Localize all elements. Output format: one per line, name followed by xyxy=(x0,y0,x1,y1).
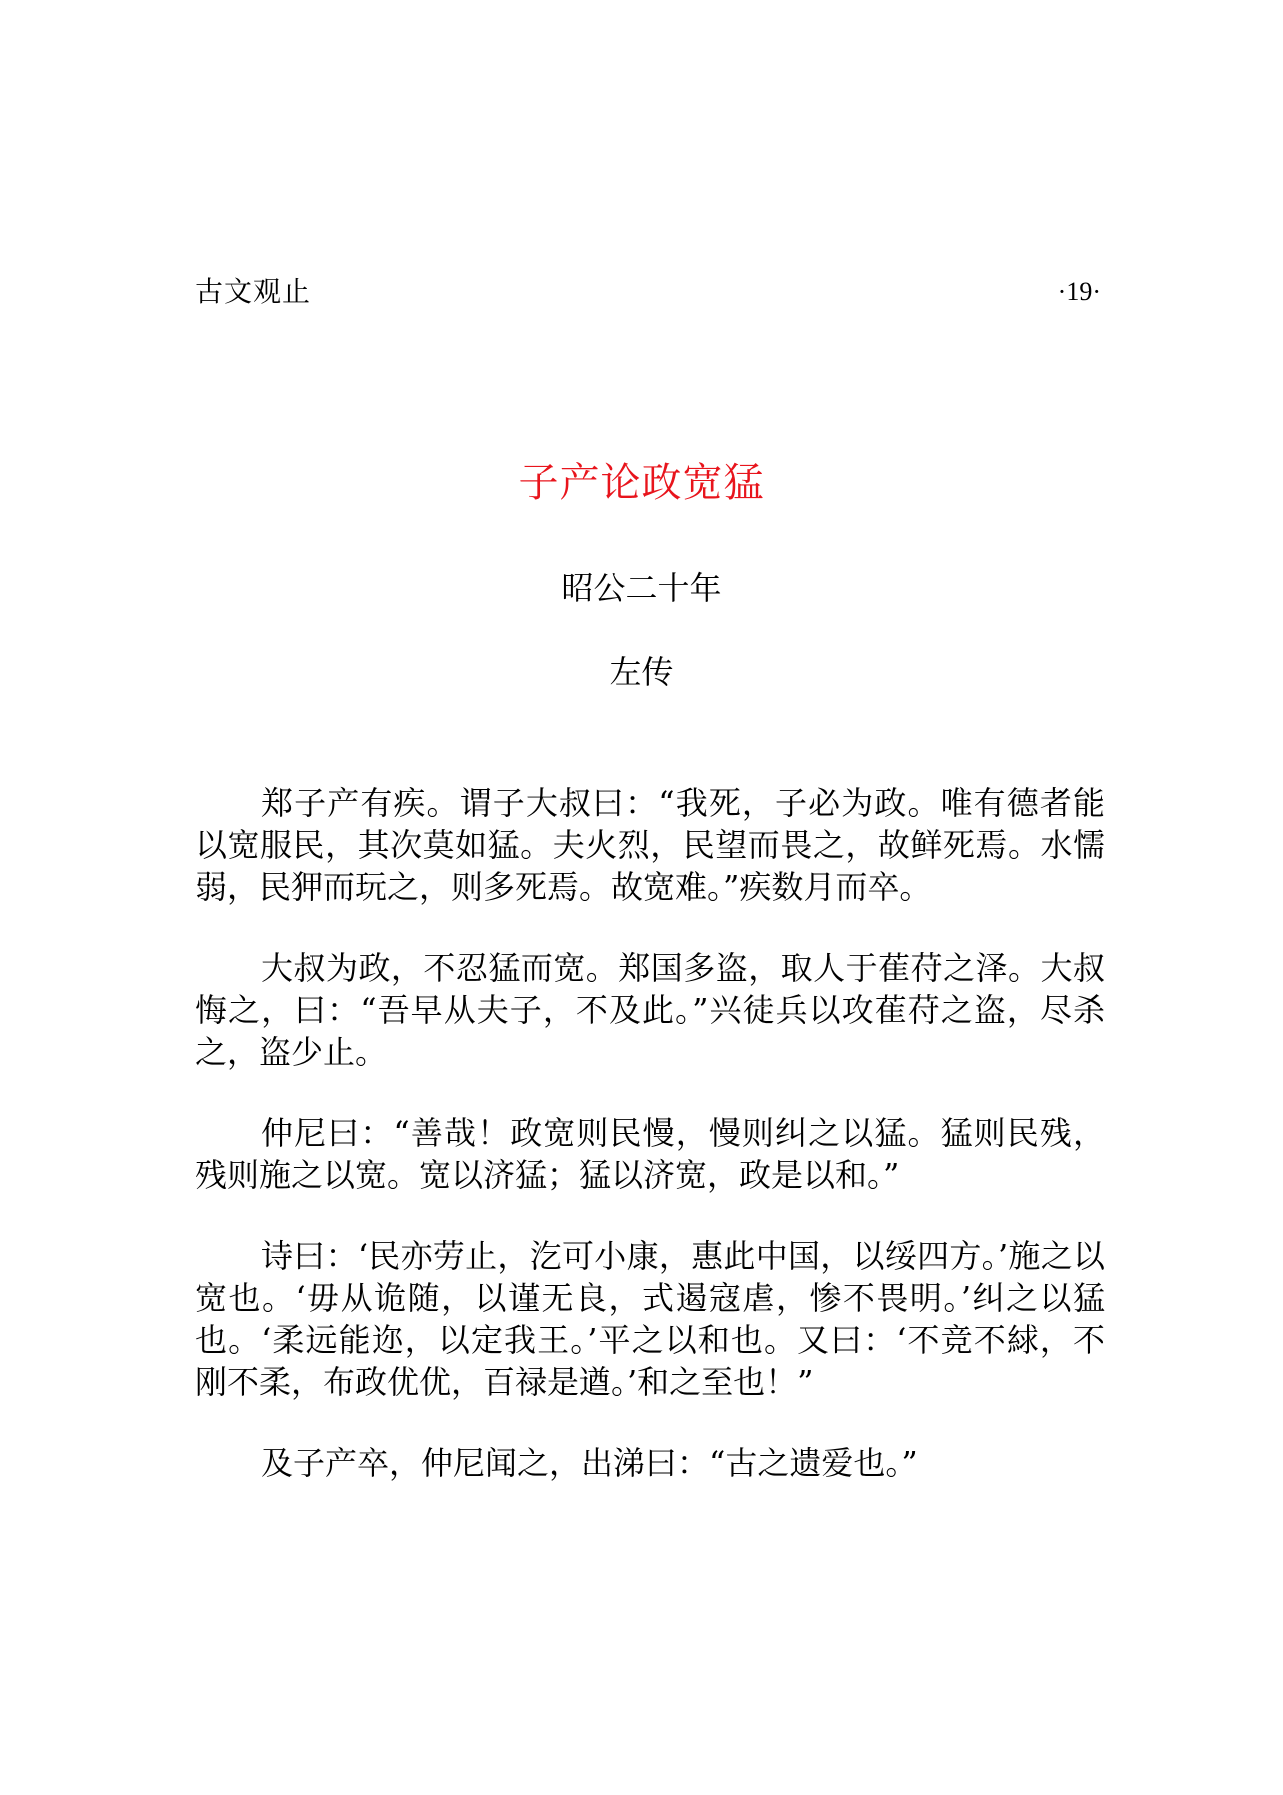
paragraph: 诗曰：‘民亦劳止，汔可小康，惠此中国，以绥四方。’施之以宽也。‘毋从诡随，以谨无良，式遏寇虐，惨不畏明。’纠之以猛也。‘柔远能迩，以定我王。’平之以和也。又曰：‘不竞不絿，不刚不柔，布政优优，百禄是遒。’和之至也！” xyxy=(195,1237,1105,1401)
article-body xyxy=(195,782,1105,1523)
running-header-book-title: 古文观止 xyxy=(195,275,312,308)
paragraph: 郑子产有疾。谓子大叔曰：“我死，子必为政。唯有德者能以宽服民，其次莫如猛。夫火烈，民望而畏之，故鲜死焉。水懦弱，民狎而玩之，则多死焉。故宽难。”疾数月而卒。 xyxy=(195,784,1105,906)
article-source: 左传 xyxy=(609,653,674,691)
article-title: 子产论政宽猛 xyxy=(518,460,765,506)
paragraph: 仲尼曰：“善哉！政宽则民慢，慢则纠之以猛。猛则民残，残则施之以宽。宽以济猛；猛以济宽，政是以和。” xyxy=(195,1114,1105,1194)
page-header xyxy=(195,272,1101,312)
paragraph: 大叔为政，不忍猛而宽。郑国多盗，取人于萑苻之泽。大叔悔之，曰：“吾早从夫子，不及此。”兴徒兵以攻萑苻之盗，尽杀之，盗少止。 xyxy=(195,949,1105,1071)
paragraph: 及子产卒，仲尼闻之，出涕曰：“古之遗爱也。” xyxy=(261,1444,918,1482)
article-year: 昭公二十年 xyxy=(561,569,722,607)
page-number: ·19· xyxy=(1057,277,1101,306)
